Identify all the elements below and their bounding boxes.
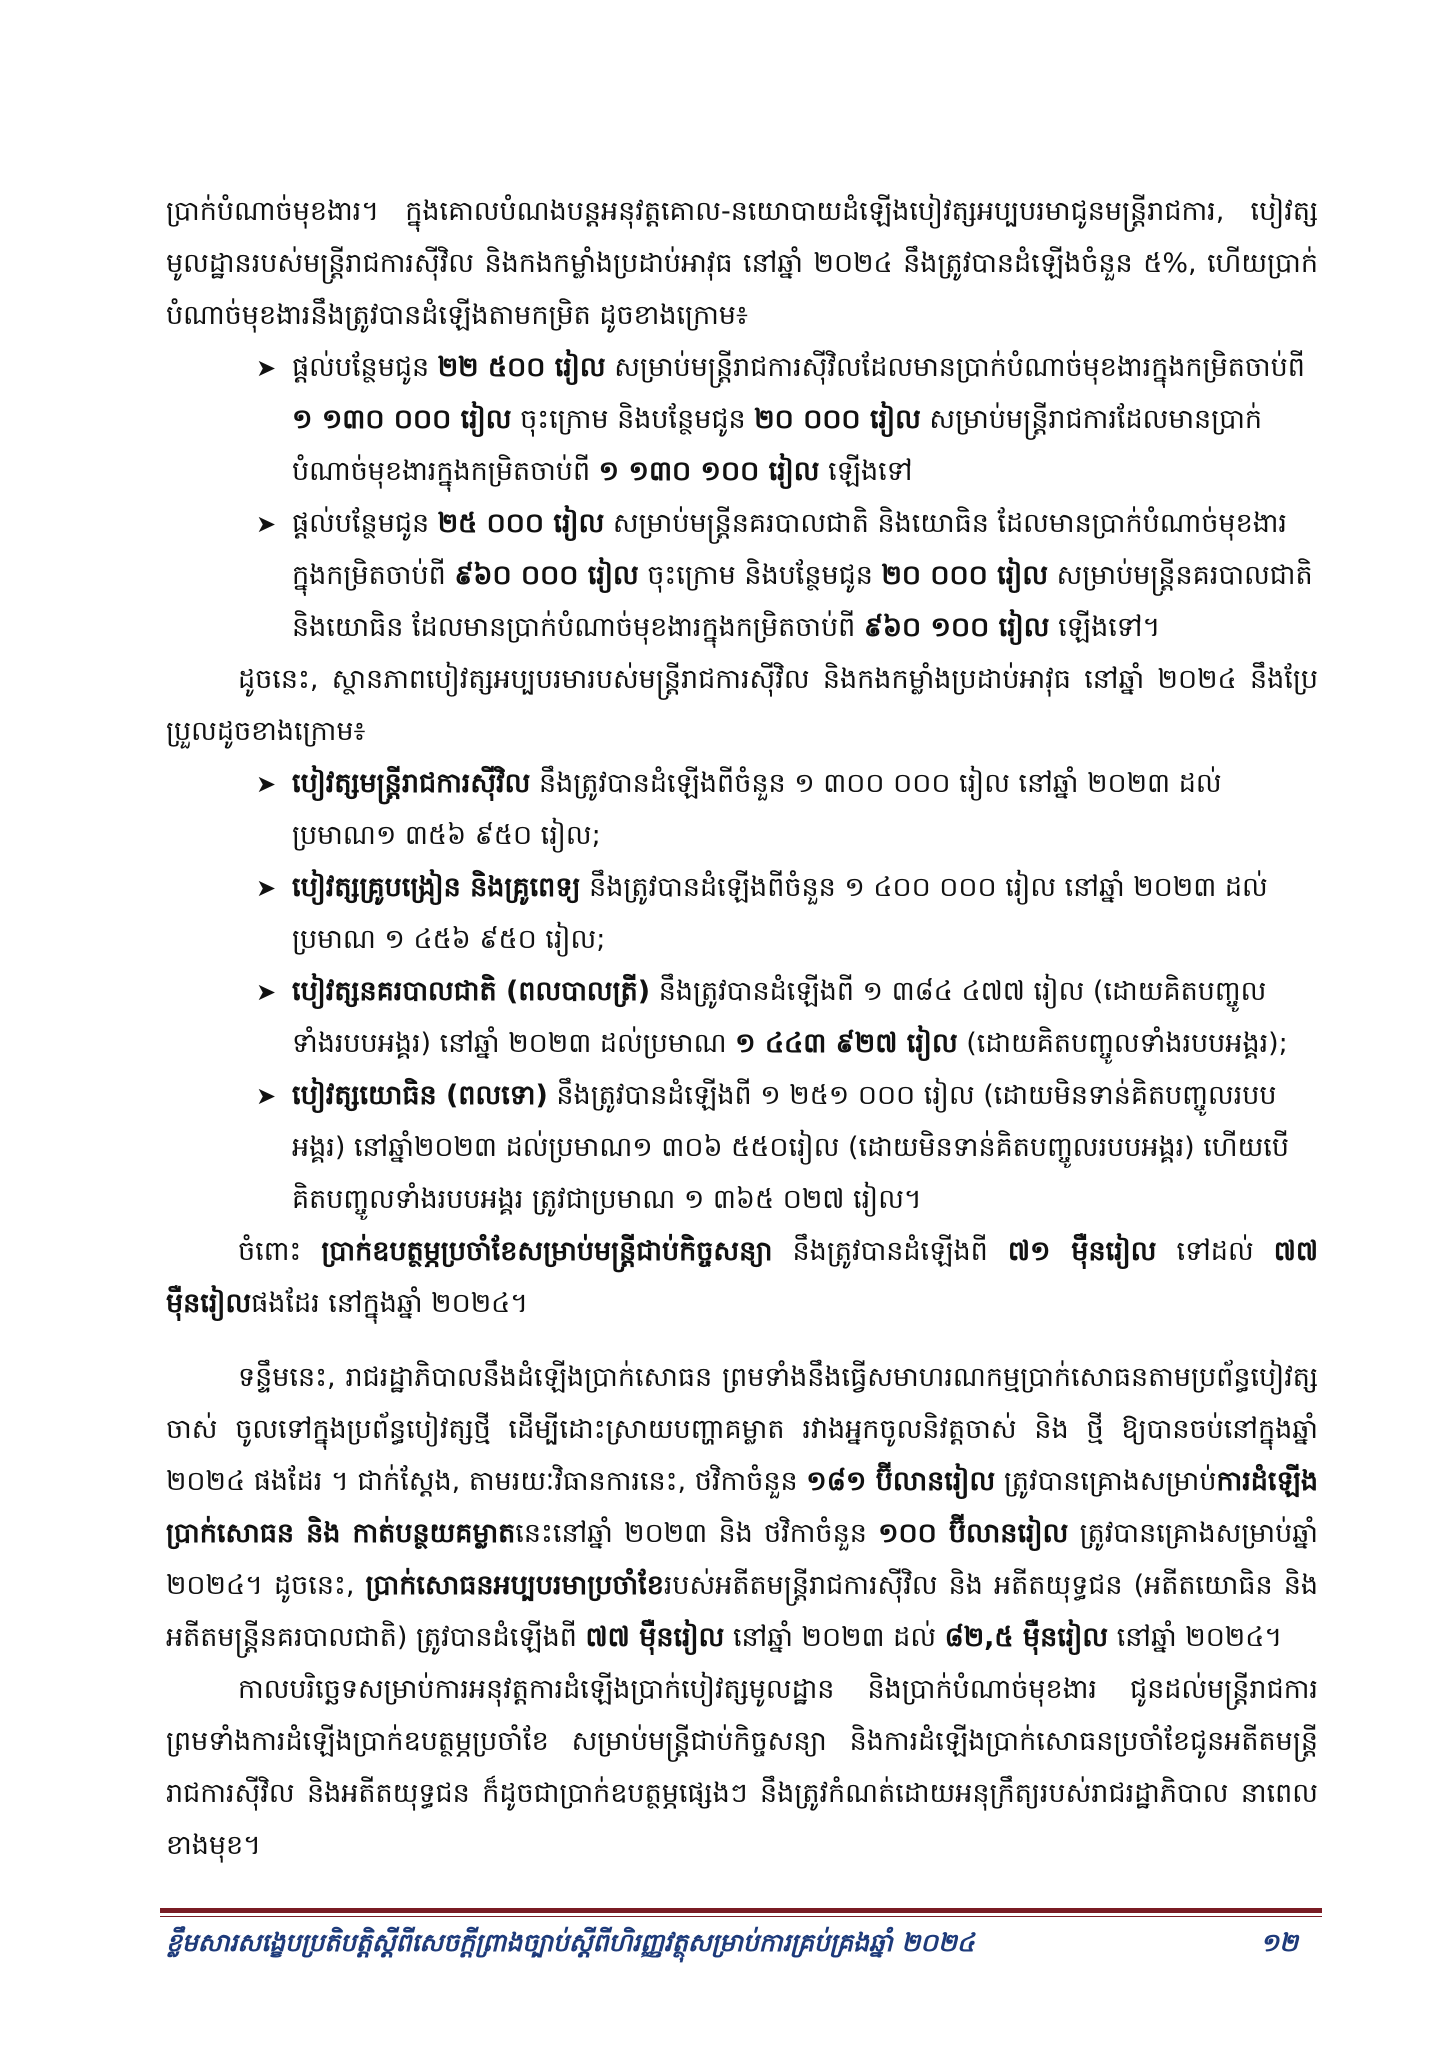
page-number: ១២: [1260, 1928, 1298, 1957]
arrow-right-icon: ➤: [256, 1082, 277, 1110]
salary-bullet-list: [166, 758, 1318, 1226]
arrow-right-icon: ➤: [256, 770, 277, 798]
list-item: ➤ ផ្តល់បន្ថែមជូន ២២ ៥០០ រៀល សម្រាប់មន្ត្រីរាជការស៊ីវិលដែលមានប្រាក់បំណាច់មុខងារក្នុងកម្រិតចាប់ពី ១ ១៣០ ០០០ រៀល ចុះក្រោម និងបន្ថែមជូន ២០ ០០០ រៀល សម្រាប់មន្ត្រីរាជការដែលមានប្រាក់បំណាច់មុខងារក្នុងកម្រិតចាប់ពី ១ ១៣០ ១០០ រៀល ឡើងទៅ: [256, 342, 1318, 498]
paragraph-implementation-date: កាលបរិច្ឆេទសម្រាប់ការអនុវត្តការដំឡើងប្រាក់បៀវត្សមូលដ្ឋាន និងប្រាក់បំណាច់មុខងារ ជូនដល់មន្ត្រីរាជការ ព្រមទាំងការដំឡើងប្រាក់ឧបត្ថម្ភប្រចាំខែ សម្រាប់មន្ត្រីជាប់កិច្ចសន្យា និងការដំឡើងប្រាក់សោធនប្រចាំខែជូនអតីតមន្ត្រីរាជការស៊ីវិល និងអតីតយុទ្ធជន ក៏ដូចជាប្រាក់ឧបត្ថម្ភផ្សេងៗ នឹងត្រូវកំណត់ដោយអនុក្រឹត្យរបស់រាជរដ្ឋាភិបាល នាពេលខាងមុខ។: [166, 1674, 1318, 1861]
list-item: ➤ ផ្តល់បន្ថែមជូន ២៥ ០០០ រៀល សម្រាប់មន្ត្រីនគរបាលជាតិ និងយោធិន ដែលមានប្រាក់បំណាច់មុខងារ ក្នុងកម្រិតចាប់ពី ៩៦០ ០០០ រៀល ចុះក្រោម និងបន្ថែមជូន ២០ ០០០ រៀល សម្រាប់មន្ត្រីនគរបាលជាតិ និងយោធិន ដែលមានប្រាក់បំណាច់មុខងារក្នុងកម្រិតចាប់ពី ៩៦០ ១០០ រៀល ឡើងទៅ។: [256, 498, 1318, 654]
paragraph-pension: ទន្ទឹមនេះ, រាជរដ្ឋាភិបាលនឹងដំឡើងប្រាក់សោធន ព្រមទាំងនឹងធ្វើសមាហរណកម្មប្រាក់សោធនតាមប្រព័ន្ធបៀវត្សចាស់ ចូលទៅក្នុងប្រព័ន្ធបៀវត្សថ្មី ដើម្បីដោះស្រាយបញ្ហាគម្លាត រវាងអ្នកចូលនិវត្តចាស់ និង ថ្មី ឱ្យបានចប់នៅក្នុងឆ្នាំ ២០២៤ ផងដែរ ។ ជាក់ស្តែង, តាមរយៈវិធានការនេះ, ថវិកាចំនួន ១៨១ ប៊ីលានរៀល ត្រូវបានគ្រោងសម្រាប់ការដំឡើងប្រាក់សោធន និង កាត់បន្ថយគម្លាតនេះនៅឆ្នាំ ២០២៣ និង ថវិកាចំនួន ១០០ ប៊ីលានរៀល ត្រូវបានគ្រោងសម្រាប់ឆ្នាំ ២០២៤។ ដូចនេះ, ប្រាក់សោធនអប្បបរមាប្រចាំខែរបស់អតីតមន្ត្រីរាជការស៊ីវិល និង អតីតយុទ្ធជន (អតីតយោធិន និង អតីតមន្ត្រីនគរបាលជាតិ) ត្រូវបានដំឡើងពី ៧៧ ម៉ឺនរៀល នៅឆ្នាំ ២០២៣ ដល់ ៨២,៥ ម៉ឺនរៀល នៅឆ្នាំ ២០២៤។: [166, 1362, 1318, 1653]
paragraph-salary-increase: ប្រាក់បំណាច់មុខងារ។ ក្នុងគោលបំណងបន្តអនុវត្តគោល-នយោបាយដំឡើងបៀវត្សអប្បបរមាជូនមន្ត្រីរាជការ, បៀវត្សមូលដ្ឋានរបស់មន្ត្រីរាជការស៊ីវិល និងកងកម្លាំងប្រដាប់អាវុធ នៅឆ្នាំ ២០២៤ នឹងត្រូវបានដំឡើងចំនួន ៥%, ហើយប្រាក់បំណាច់មុខងារនឹងត្រូវបានដំឡើងតាមកម្រិត ដូចខាងក្រោម៖: [166, 196, 1318, 331]
paragraph-minimum-salary: ដូចនេះ, ស្ថានភាពបៀវត្សអប្បបរមារបស់មន្ត្រីរាជការស៊ីវិល និងកងកម្លាំងប្រដាប់អាវុធ នៅឆ្នាំ ២០២៤ នឹងប្រែប្រួលដូចខាងក្រោម៖: [166, 664, 1318, 747]
allowance-bullet-list: [166, 342, 1318, 654]
list-item: ➤ បៀវត្សនគរបាលជាតិ (ពលបាលត្រី) នឹងត្រូវបានដំឡើងពី ១ ៣៨៤ ៤៧៧ រៀល (ដោយគិតបញ្ចូលទាំងរបបអង្គរ) នៅឆ្នាំ ២០២៣ ដល់ប្រមាណ ១ ៤៤៣ ៩២៧ រៀល (ដោយគិតបញ្ចូលទាំងរបបអង្គរ);: [256, 966, 1318, 1070]
footer-divider-thin: [160, 1916, 1322, 1917]
document-body: [166, 186, 1318, 1872]
list-item: ➤ បៀវត្សមន្ត្រីរាជការស៊ីវិល នឹងត្រូវបានដំឡើងពីចំនួន ១ ៣០០ ០០០ រៀល នៅឆ្នាំ ២០២៣ ដល់ប្រមាណ១ ៣៥៦ ៩៥០ រៀល;: [256, 758, 1318, 862]
list-item: ➤ បៀវត្សគ្រូបង្រៀន និងគ្រូពេទ្យ នឹងត្រូវបានដំឡើងពីចំនួន ១ ៤០០ ០០០ រៀល នៅឆ្នាំ ២០២៣ ដល់ប្រមាណ ១ ៤៥៦ ៩៥០ រៀល;: [256, 862, 1318, 966]
arrow-right-icon: ➤: [256, 978, 277, 1006]
arrow-right-icon: ➤: [256, 510, 277, 538]
footer-divider: [160, 1908, 1322, 1913]
list-item: ➤ បៀវត្សយោធិន (ពលទោ) នឹងត្រូវបានដំឡើងពី ១ ២៥១ ០០០ រៀល (ដោយមិនទាន់គិតបញ្ចូលរបបអង្គរ) នៅឆ្នាំ២០២៣ ដល់ប្រមាណ១ ៣០៦ ៥៥០រៀល (ដោយមិនទាន់គិតបញ្ចូលរបបអង្គរ) ហើយបើគិតបញ្ចូលទាំងរបបអង្គរ ត្រូវជាប្រមាណ ១ ៣៦៥ ០២៧ រៀល។: [256, 1070, 1318, 1226]
paragraph-contract-staff: ចំពោះ ប្រាក់ឧបត្ថម្ភប្រចាំខែសម្រាប់មន្ត្រីជាប់កិច្ចសន្យា នឹងត្រូវបានដំឡើងពី ៧១ ម៉ឺនរៀល ទៅដល់ ៧៧ ម៉ឺនរៀលផងដែរ នៅក្នុងឆ្នាំ ២០២៤។: [166, 1236, 1319, 1319]
footer-title: ខ្លឹមសារសង្ខេបប្រតិបត្តិស្តីពីសេចក្តីព្រាងច្បាប់ស្តីពីហិរញ្ញវត្ថុសម្រាប់ការគ្រប់គ្រងឆ្នាំ ២០២៤: [166, 1928, 975, 1957]
arrow-right-icon: ➤: [256, 874, 277, 902]
arrow-right-icon: ➤: [256, 354, 277, 382]
